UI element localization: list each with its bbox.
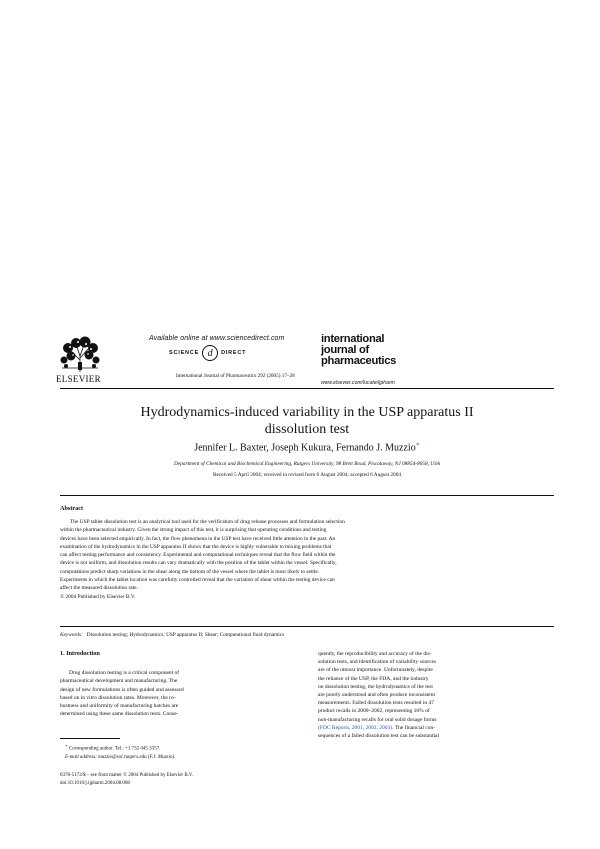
journal-url: www.elsevier.com/locate/ijpharm (321, 380, 395, 386)
doi-line[interactable]: doi:10.1016/j.ijpharm.2004.08.008 (60, 780, 130, 786)
sciencedirect-logo (169, 345, 246, 361)
abstract-line: affect the measured dissolution rate. (60, 585, 138, 592)
body-line: solution tests, and identification of variability sources (318, 659, 437, 666)
abstract-body (60, 518, 554, 601)
journal-citation: International Journal of Pharmaceutics 292 (2005) 17–28 (176, 373, 295, 379)
journal-logo-line: journal of (321, 344, 369, 356)
abstract-line: can affect testing performance and consistency. Experimental and computational techniques reveal that the flow field within the (60, 552, 336, 559)
body-line: non-manufacturing recalls for oral solid dosage forms (318, 716, 437, 723)
footnote-corresponding (60, 742, 175, 754)
abstract-line: devices have been selected empirically. In fact, the flow phenomena in the USP test have received little attention in the past. An (60, 535, 336, 542)
footnote-mark: ∗ (65, 743, 68, 748)
body-line: bustness and uniformity of manufacturing batches are (60, 703, 179, 710)
body-line: sequences of a failed dissolution test can be substantial (318, 733, 439, 740)
body-line: the reliance of the USP, the FDA, and the industry (318, 675, 429, 682)
authors-text: Jennifer L. Baxter, Joseph Kukura, Fernando J. Muzzio (194, 442, 416, 454)
journal-logo-line: pharmaceutics (321, 355, 397, 367)
left-column (60, 650, 214, 718)
journal-logo (321, 334, 396, 367)
section-heading-introduction: 1. Introduction (60, 650, 100, 657)
footnote-email[interactable]: E-mail address: muzzio@sol.rutgers.edu (F.J. Muzzio). (65, 754, 176, 760)
citation-link[interactable]: (FDC Reports, 2001, 2002, 2003) (318, 724, 393, 731)
title-line-1: Hydrodynamics-induced variability in the USP apparatus II (140, 405, 474, 420)
available-online-text: Available online at www.sciencedirect.com (149, 335, 285, 342)
body-line: design of new formulations is often guided and assessed (60, 686, 184, 693)
body-line: on dissolution testing, the hydrodynamics of the test (318, 683, 433, 690)
article-dates: Received 5 April 2004; received in revised form 6 August 2004; accepted 6 August 2004 (213, 472, 401, 478)
author-list (60, 441, 554, 453)
header-divider (60, 388, 554, 389)
body-line: are poorly understood and often produce inconsistent (318, 692, 435, 699)
article-title (60, 404, 554, 438)
body-line: are of the utmost importance. Unfortunately, despite (318, 667, 433, 674)
publisher-name: ELSEVIER (56, 374, 101, 384)
sd-at-icon: d (202, 345, 218, 361)
copyright-line: © 2004 Published by Elsevier B.V. (60, 593, 136, 600)
abstract-line: The USP tablet dissolution test is an analytical tool used for the verification of drug release processes and formulation selection (70, 519, 345, 525)
right-column (318, 650, 554, 740)
keywords-label: Keywords: (60, 632, 83, 638)
body-line: pharmaceutical development and manufacturing. The (60, 678, 178, 685)
footnote-divider (60, 738, 120, 739)
corresponding-author-mark[interactable]: ∗ (415, 442, 420, 448)
body-line: quently, the reproducibility and accuracy of the dis- (318, 651, 432, 657)
sd-left-word: SCIENCE (169, 350, 200, 356)
body-line: product recalls in 2000–2002, representing 16% of (318, 708, 430, 715)
issn-line: 0378-5173/$ – see front matter © 2004 Published by Elsevier B.V. (60, 773, 194, 778)
body-line-with-citation: (FDC Reports, 2001, 2002, 2003). The financial con- (318, 724, 436, 731)
body-line: Drug dissolution testing is a critical component of (69, 670, 180, 677)
footnote-corresponding-text: Corresponding author. Tel.: +1 732 445 3357. (68, 746, 161, 752)
elsevier-tree-logo-icon (58, 336, 102, 372)
abstract-line: within the pharmaceutical industry. Given the strong impact of this test, it is surprising that operating conditions and testing (60, 527, 327, 534)
keywords-list: Dissolution testing; Hydrodynamics; USP apparatus II; Shear; Computational fluid dynamics (86, 632, 285, 638)
abstract-line: computations predict sharp variations in the shear along the bottom of the vessel where the tablet is most likely to settle. (60, 568, 320, 575)
keywords (60, 632, 284, 638)
front-matter (60, 772, 193, 787)
title-line-2: dissolution test (264, 422, 350, 437)
body-line: determined using these same dissolution tests. Conse- (60, 711, 179, 718)
journal-logo-line: international (321, 333, 385, 345)
footnote (60, 742, 175, 762)
body-line: measurements. Failed dissolution tests resulted in 47 (318, 700, 434, 707)
keywords-divider (60, 626, 554, 627)
sd-right-word: DIRECT (221, 350, 247, 356)
abstract-line: examination of the hydrodynamics in the USP apparatus II shows that the device is highly vulnerable to mixing problems that (60, 543, 332, 550)
abstract-heading: Abstract (60, 505, 84, 512)
abstract-line: Experiments in which the tablet location was carefully controlled reveal that the variation of shear within the testing device can (60, 577, 335, 584)
abstract-line: device is not uniform, and dissolution results can vary dramatically with the position of the tablet within the vessel. Specifically, (60, 560, 337, 567)
abstract-top-divider (60, 495, 554, 496)
affiliation: Department of Chemical and Biochemical Engineering, Rutgers University, 98 Brett Road, Piscataway, NJ 08854-8058, USA (174, 461, 440, 467)
body-line: based on in vitro dissolution rates. Moreover, the ro- (60, 694, 176, 701)
